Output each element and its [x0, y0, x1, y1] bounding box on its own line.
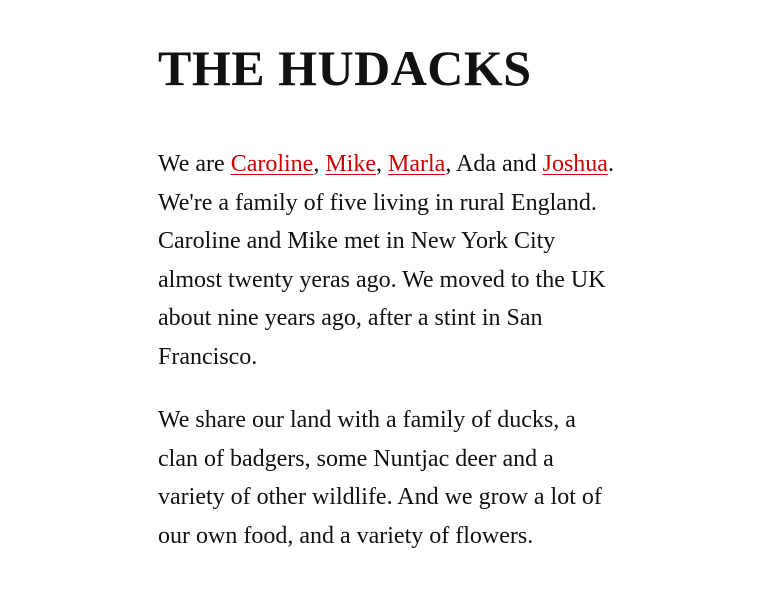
page-title: THE HUDACKS [158, 40, 532, 96]
link-marla[interactable]: Marla [388, 151, 446, 177]
link-joshua[interactable]: Joshua [542, 151, 608, 177]
link-caroline[interactable]: Caroline [230, 151, 314, 177]
intro-text-3: . We're a family of five living in rural England. Caroline and Mike met in New York City almost twenty yeras ago. We moved to the UK about nine years ago, after a stint in San Francisco. [158, 151, 614, 370]
main-content [158, 40, 618, 555]
intro-paragraph [158, 145, 618, 376]
intro-text-2: , Ada and [445, 151, 543, 177]
intro-separator-1: , [313, 151, 326, 177]
wildlife-paragraph: We share our land with a family of ducks, a clan of badgers, some Nuntjac deer and a variety of other wildlife. And we grow a lot of our own food, and a variety of flowers. [158, 407, 602, 549]
intro-text-1: We are [158, 151, 231, 177]
link-mike[interactable]: Mike [325, 151, 376, 177]
intro-separator-2: , [376, 151, 388, 177]
